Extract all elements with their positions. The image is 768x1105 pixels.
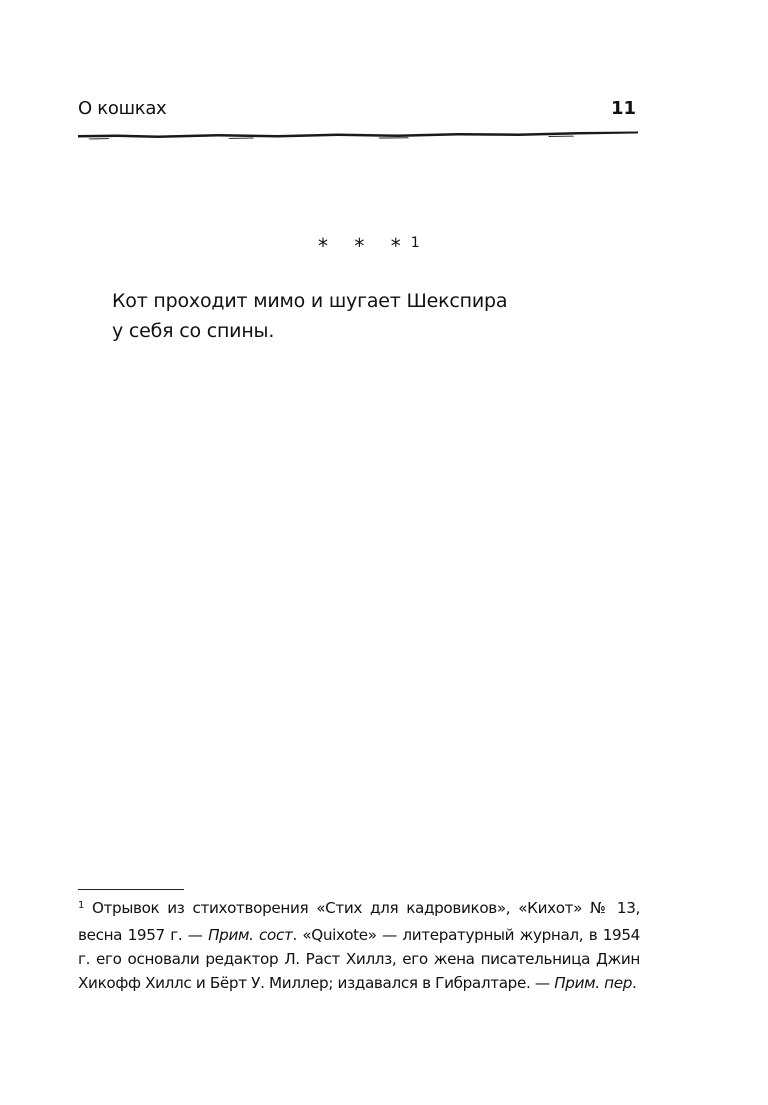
footnote-separator [78,889,184,890]
footnote-text: . [632,974,637,992]
compiler-note: Прим. сост [208,926,293,944]
footnote-reference: 1 [410,235,420,251]
poem [112,286,507,346]
poem-line: Кот проходит мимо и шугает Шекспира [112,290,508,312]
section-mark [318,234,420,258]
asterism: * * * [318,234,411,258]
page-number: 11 [610,98,636,119]
running-header-title: О кошках [78,98,167,119]
poem-line: у себя со спины. [112,320,275,342]
translator-note: Прим. пер [554,974,633,992]
header-rule [78,128,638,140]
footnote [78,896,640,995]
footnote-text: . «Quixote» — литературный журнал, в 1954 г. его основали редактор Л. Раст Хиллз, его жена писательница Джин Хикофф Хиллс и Бёрт У. Миллер; издавался в Гибралтаре. — [78,926,640,992]
footnote-text: Отрывок из стихотворения «Стих для кадровиков», «Кихот» № 13, весна 1957 г. — [78,899,640,944]
footnote-number: 1 [78,900,85,911]
